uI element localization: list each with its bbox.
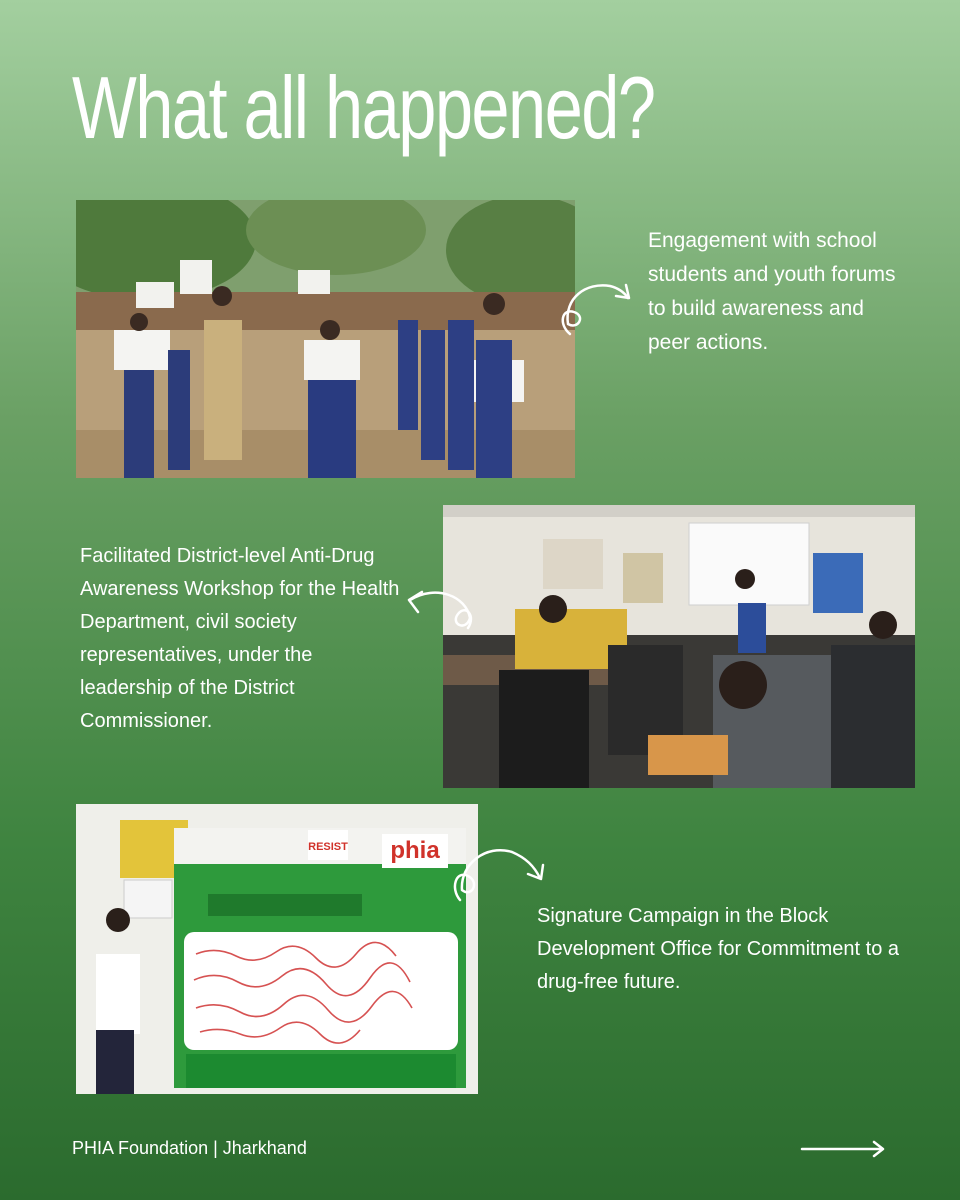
curved-arrow-icon [400, 578, 478, 638]
arrow-right-icon[interactable] [800, 1138, 888, 1160]
caption-students-engagement: Engagement with school students and youth forums to build awareness and peer actions. [648, 229, 896, 354]
photo-workshop-hall [443, 505, 915, 788]
photo-signature-campaign [76, 804, 478, 1094]
footer-org-label: PHIA Foundation | Jharkhand [72, 1138, 307, 1158]
page-title: What all happened? [72, 58, 655, 157]
curved-arrow-icon [556, 268, 636, 340]
phia-logo: phia [390, 837, 440, 864]
curved-arrow-icon [446, 840, 548, 912]
resist-logo: RESIST [308, 841, 348, 853]
caption-signature-campaign: Signature Campaign in the Block Development Office for Commitment to a drug-free future. [537, 905, 899, 993]
caption-workshop: Facilitated District-level Anti-Drug Awareness Workshop for the Health Department, civil society representatives, under the leadership of the District Commissioner. [80, 545, 400, 732]
photo-students-rally [76, 200, 575, 478]
